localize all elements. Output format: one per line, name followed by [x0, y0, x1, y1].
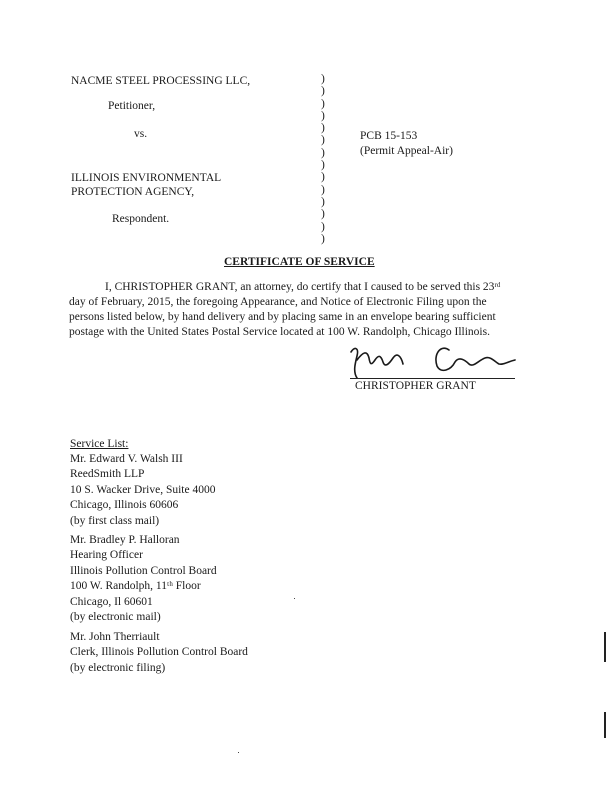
recipient-line: Mr. Edward V. Walsh III: [70, 453, 183, 465]
versus-label: vs.: [134, 128, 148, 140]
recipient-line: (by first class mail): [70, 514, 160, 527]
paren-glyph: ): [321, 208, 325, 221]
paren-glyph: ): [321, 183, 325, 196]
caption-parentheses: [321, 73, 325, 245]
recipient-line: Mr. John Therriault: [70, 631, 160, 643]
recipient-line: (by electronic mail): [70, 611, 161, 624]
paren-glyph: ): [321, 195, 325, 208]
signature-line: [350, 378, 515, 379]
paren-glyph: ): [321, 73, 325, 85]
paren-glyph: ): [321, 109, 325, 122]
respondent-role: Respondent.: [112, 213, 170, 225]
paren-glyph: ): [321, 97, 325, 110]
paren-glyph: ): [321, 85, 325, 98]
case-number: PCB 15-153: [360, 130, 418, 142]
paren-glyph: ): [321, 122, 325, 135]
recipient-line: Clerk, Illinois Pollution Control Board: [70, 646, 248, 659]
scan-edge-mark: [604, 712, 606, 738]
paren-glyph: ): [321, 146, 325, 159]
certificate-title: CERTIFICATE OF SERVICE: [224, 256, 375, 268]
service-recipient-therriault: [70, 630, 248, 676]
service-recipient-halloran: [70, 533, 217, 625]
service-recipient-walsh: [70, 452, 215, 529]
paren-glyph: ): [321, 134, 325, 147]
signer-name: CHRISTOPHER GRANT: [355, 380, 476, 392]
certificate-body-line: day of February, 2015, the foregoing Appearance, and Notice of Electronic Filing upon the: [69, 296, 487, 308]
recipient-line: Chicago, Illinois 60606: [70, 499, 179, 512]
recipient-line: Hearing Officer: [70, 549, 143, 562]
certificate-body-line: I, CHRISTOPHER GRANT, an attorney, do certify that I caused to be served this 23ʳᵈ: [105, 281, 501, 293]
recipient-line: ReedSmith LLP: [70, 468, 145, 481]
petitioner-role: Petitioner,: [108, 100, 156, 112]
paren-glyph: ): [321, 171, 325, 184]
scan-speck: [238, 752, 239, 753]
respondent-name-line2: PROTECTION AGENCY,: [71, 186, 195, 198]
recipient-line: Chicago, Il 60601: [70, 595, 153, 608]
paren-glyph: ): [321, 232, 325, 245]
recipient-line: (by electronic filing): [70, 661, 166, 674]
paren-glyph: ): [321, 220, 325, 233]
recipient-line: 10 S. Wacker Drive, Suite 4000: [70, 483, 216, 496]
recipient-line: 100 W. Randolph, 11ᵗʰ Floor: [70, 580, 201, 593]
service-list-heading-block: [70, 437, 128, 452]
petitioner-name: NACME STEEL PROCESSING LLC,: [71, 75, 251, 87]
scan-edge-mark: [604, 632, 606, 662]
certificate-body-line: persons listed below, by hand delivery and by placing same in an envelope bearing sufficient: [69, 311, 496, 323]
case-type: (Permit Appeal-Air): [360, 145, 453, 157]
recipient-line: Mr. Bradley P. Halloran: [70, 534, 180, 546]
service-list-heading: Service List:: [70, 438, 129, 450]
scan-speck: [294, 598, 295, 599]
certificate-body-line: postage with the United States Postal Service located at 100 W. Randolph, Chicago Illinois.: [69, 326, 490, 338]
recipient-line: Illinois Pollution Control Board: [70, 564, 217, 577]
respondent-name-line1: ILLINOIS ENVIRONMENTAL: [71, 172, 222, 184]
paren-glyph: ): [321, 159, 325, 172]
